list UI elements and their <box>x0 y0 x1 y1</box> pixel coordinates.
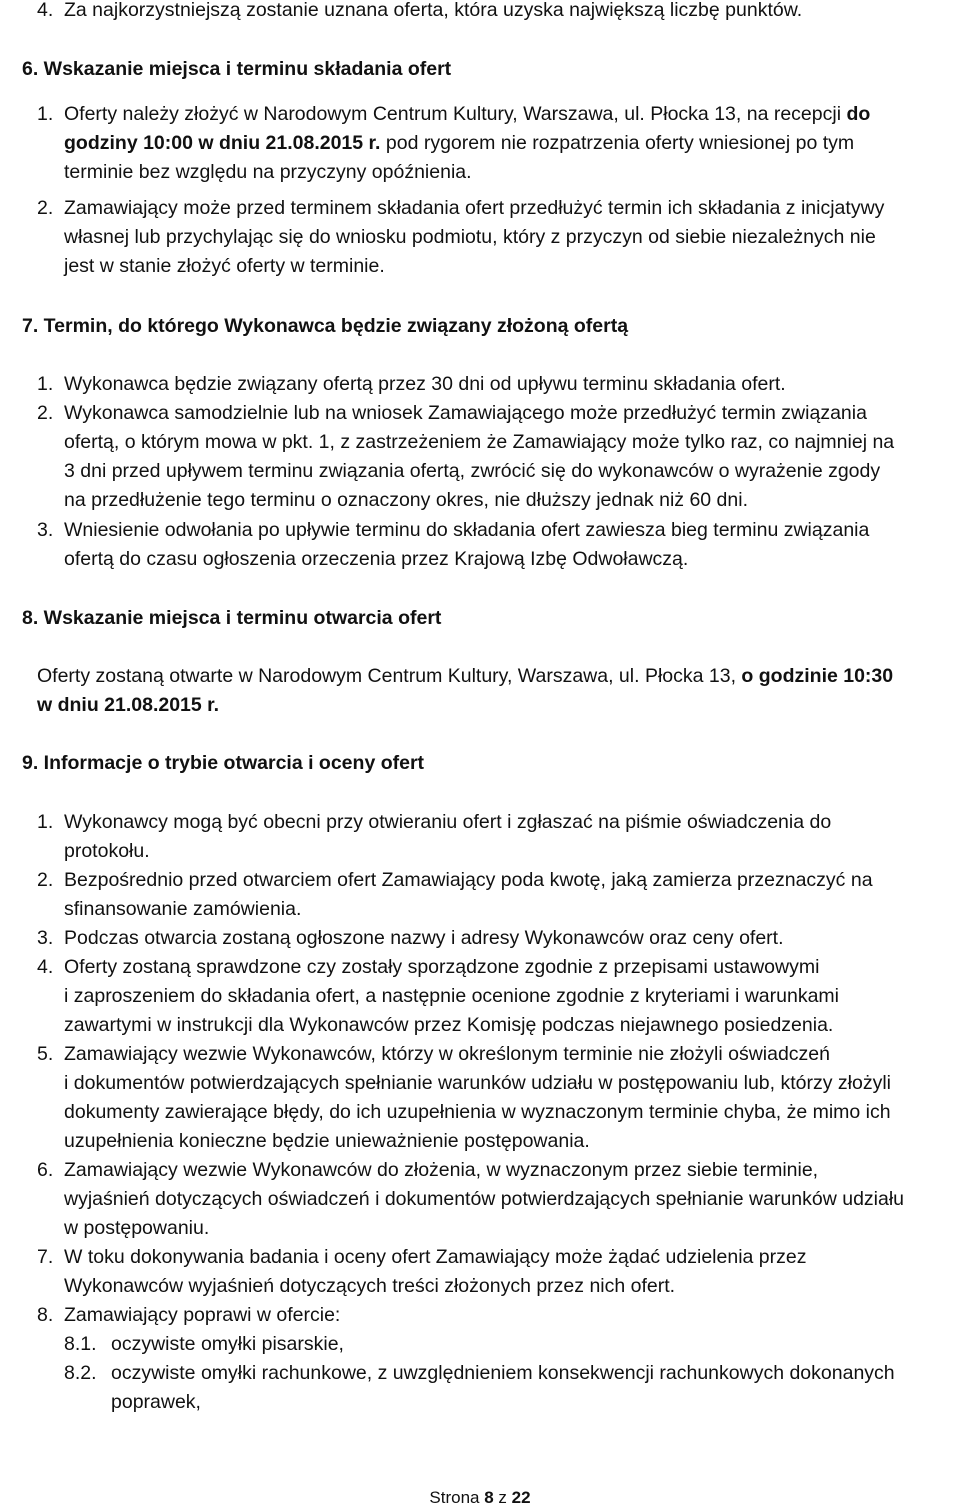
paragraph-line: Zamawiający wezwie Wykonawców do złożenia, w wyznaczonym przez siebie terminie, <box>64 1159 819 1181</box>
paragraph-line: w postępowaniu. <box>64 1217 210 1239</box>
paragraph-line <box>64 129 854 158</box>
list-number: 6. <box>37 1159 54 1181</box>
text-run: Oferty zostaną otwarte w Narodowym Centrum Kultury, Warszawa, ul. Płocka 13, <box>37 665 742 687</box>
section-heading: 6. Wskazanie miejsca i terminu składania ofert <box>22 58 452 80</box>
section-heading: 8. Wskazanie miejsca i terminu otwarcia ofert <box>22 607 442 629</box>
paragraph-line: Wniesienie odwołania po upływie terminu do składania ofert zawiesza bieg terminu związania <box>64 519 870 541</box>
paragraph-line: protokołu. <box>64 840 150 862</box>
paragraph-line: ofertą do czasu ogłoszenia orzeczenia przez Krajową Izbę Odwoławczą. <box>64 548 689 570</box>
paragraph-line: na przedłużenie tego terminu o oznaczony okres, nie dłuższy jednak niż 60 dni. <box>64 489 748 511</box>
list-number: 3. <box>37 927 54 949</box>
paragraph-line: Bezpośrednio przed otwarciem ofert Zamawiający poda kwotę, jaką zamierza przeznaczyć na <box>64 869 873 891</box>
paragraph-line: oczywiste omyłki pisarskie, <box>111 1333 344 1355</box>
page-footer <box>0 1487 960 1509</box>
list-number: 7. <box>37 1246 54 1268</box>
paragraph-line: Zamawiający wezwie Wykonawców, którzy w określonym terminie nie złożyli oświadczeń <box>64 1043 830 1065</box>
paragraph-line: poprawek, <box>111 1391 201 1413</box>
paragraph-line <box>64 100 870 129</box>
paragraph-line: i zaproszeniem do składania ofert, a następnie ocenione zgodnie z kryteriami i warunkami <box>64 985 839 1007</box>
sublist-number: 8.2. <box>64 1362 97 1384</box>
paragraph-line: własnej lub przychylając się do wniosku podmiotu, który z przyczyn od siebie niezależnych nie <box>64 226 876 248</box>
list-number: 1. <box>37 103 54 125</box>
text-run: pod rygorem nie rozpatrzenia oferty wniesionej po tym <box>380 132 855 154</box>
list-number: 3. <box>37 519 54 541</box>
section-heading: 9. Informacje o trybie otwarcia i oceny ofert <box>22 752 425 774</box>
paragraph-line: 3 dni przed upływem terminu związania ofertą, zwrócić się do wykonawców o wyrażenie zgody <box>64 460 881 482</box>
text-run: Oferty należy złożyć w Narodowym Centrum Kultury, Warszawa, ul. Płocka 13, na recepcji <box>64 103 847 125</box>
paragraph-line: Oferty zostaną sprawdzone czy zostały sporządzone zgodnie z przepisami ustawowymi <box>64 956 820 978</box>
list-number: 1. <box>37 373 54 395</box>
emphasis-text: godziny 10:00 w dniu 21.08.2015 r. <box>64 132 381 154</box>
paragraph-line: w dniu 21.08.2015 r. <box>37 694 220 716</box>
emphasis-text: do <box>846 103 871 125</box>
list-number: 1. <box>37 811 54 833</box>
paragraph-line: wyjaśnień dotyczących oświadczeń i dokumentów potwierdzających spełnianie warunków udziału <box>64 1188 905 1210</box>
paragraph-line: uzupełnienia konieczne będzie unieważnienie postępowania. <box>64 1130 590 1152</box>
list-number: 2. <box>37 402 54 424</box>
sublist-number: 8.1. <box>64 1333 97 1355</box>
paragraph-line: Wykonawca będzie związany ofertą przez 30 dni od upływu terminu składania ofert. <box>64 373 786 395</box>
paragraph-line: Wykonawcy mogą być obecni przy otwieraniu ofert i zgłaszać na piśmie oświadczenia do <box>64 811 832 833</box>
list-number: 4. <box>37 0 54 21</box>
paragraph-line: W toku dokonywania badania i oceny ofert Zamawiający może żądać udzielenia przez <box>64 1246 807 1268</box>
footer-separator: z <box>493 1488 512 1507</box>
paragraph-line: zawartymi w instrukcji dla Wykonawców przez Komisję podczas niejawnego posiedzenia. <box>64 1014 834 1036</box>
paragraph-line: Wykonawców wyjaśnień dotyczących treści złożonych przez nich ofert. <box>64 1275 676 1297</box>
page-total: 22 <box>511 1488 531 1507</box>
list-number: 8. <box>37 1304 54 1326</box>
paragraph-line: Zamawiający poprawi w ofercie: <box>64 1304 341 1326</box>
list-number: 5. <box>37 1043 54 1065</box>
emphasis-text: o godzinie 10:30 <box>741 665 894 687</box>
paragraph-line: oczywiste omyłki rachunkowe, z uwzględnieniem konsekwencji rachunkowych dokonanych <box>111 1362 895 1384</box>
paragraph-line <box>37 662 893 691</box>
section-heading: 7. Termin, do którego Wykonawca będzie związany złożoną ofertą <box>22 315 629 337</box>
page-number: 8 <box>484 1488 494 1507</box>
list-number: 2. <box>37 869 54 891</box>
paragraph-line: terminie bez względu na przyczyny opóźnienia. <box>64 161 472 183</box>
paragraph-line: i dokumentów potwierdzających spełnianie warunków udziału w postępowaniu lub, którzy złożyli <box>64 1072 892 1094</box>
list-number: 4. <box>37 956 54 978</box>
paragraph-line: dokumenty zawierające błędy, do ich uzupełnienia w wyznaczonym terminie chyba, że mimo ich <box>64 1101 891 1123</box>
paragraph-line: sfinansowanie zamówienia. <box>64 898 302 920</box>
footer-label: Strona <box>429 1488 485 1507</box>
paragraph-line: jest w stanie złożyć oferty w terminie. <box>64 255 385 277</box>
paragraph-line: Wykonawca samodzielnie lub na wniosek Zamawiającego może przedłużyć termin związania <box>64 402 867 424</box>
paragraph-line: Zamawiający może przed terminem składania ofert przedłużyć termin ich składania z inicjatywy <box>64 197 885 219</box>
paragraph-line: ofertą, o którym mowa w pkt. 1, z zastrzeżeniem że Zamawiający może tylko raz, co najmniej na <box>64 431 895 453</box>
paragraph-line: Podczas otwarcia zostaną ogłoszone nazwy i adresy Wykonawców oraz ceny ofert. <box>64 927 784 949</box>
paragraph-line: Za najkorzystniejszą zostanie uznana oferta, która uzyska największą liczbę punktów. <box>64 0 803 21</box>
list-number: 2. <box>37 197 54 219</box>
